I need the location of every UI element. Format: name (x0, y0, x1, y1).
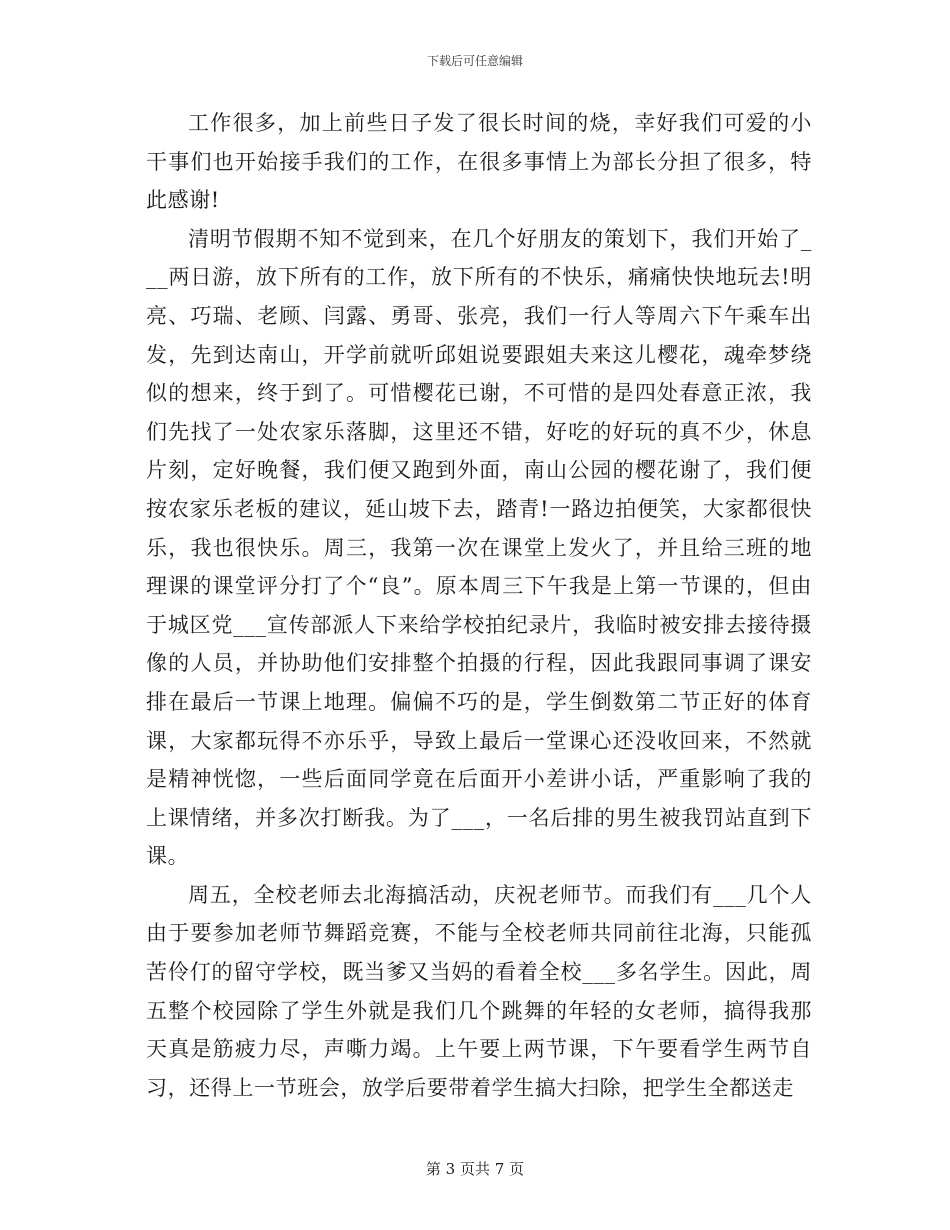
page-number-footer: 第 3 页共 7 页 (425, 1160, 525, 1178)
paragraph-2: 清明节假期不知不觉到来，在几个好朋友的策划下，我们开始了___两日游，放下所有的工作，放下所有的不快乐，痛痛快快地玩去!明亮、巧瑞、老顾、闫露、勇哥、张亮，我们一行人等周六下午乘车出发，先到达南山，开学前就听邱姐说要跟姐夫来这儿樱花，魂牵梦绕似的想来，终于到了。可惜樱花已谢，不可惜的是四处春意正浓，我们先找了一处农家乐落脚，这里还不错，好吃的好玩的真不少，休息片刻，定好晚餐，我们便又跑到外面，南山公园的樱花谢了，我们便按农家乐老板的建议，延山坡下去，踏青!一路边拍便笑，大家都很快乐，我也很快乐。周三，我第一次在课堂上发火了，并且给三班的地理课的课堂评分打了个“良”。原本周三下午我是上第一节课的，但由于城区党___宣传部派人下来给学校拍纪录片，我临时被安排去接待摄像的人员，并协助他们安排整个拍摄的行程，因此我跟同事调了课安排在最后一节课上地理。偏偏不巧的是，学生倒数第二节正好的体育课，大家都玩得不亦乐乎，导致上最后一堂课心还没收回来，不然就是精神恍惚，一些后面同学竟在后面开小差讲小话，严重影响了我的上课情绪，并多次打断我。为了___，一名后排的男生被我罚站直到下课。 (146, 226, 812, 869)
page-header: 下载后可任意编辑 (426, 54, 523, 68)
paragraph-1: 工作很多，加上前些日子发了很长时间的烧，幸好我们可爱的小干事们也开始接手我们的工作，在很多事情上为部长分担了很多，特此感谢! (146, 111, 812, 213)
document-body (146, 104, 812, 1107)
paragraph-3: 周五，全校老师去北海搞活动，庆祝老师节。而我们有___几个人由于要参加老师节舞蹈竞赛，不能与全校老师共同前往北海，只能孤苦伶仃的留守学校，既当爹又当妈的看着全校___多名学生。因此，周五整个校园除了学生外就是我们几个跳舞的年轻的女老师，搞得我那天真是筋疲力尽，声嘶力竭。上午要上两节课，下午要看学生两节自习，还得上一节班会，放学后要带着学生搞大扫除，把学生全都送走 (146, 882, 812, 1100)
